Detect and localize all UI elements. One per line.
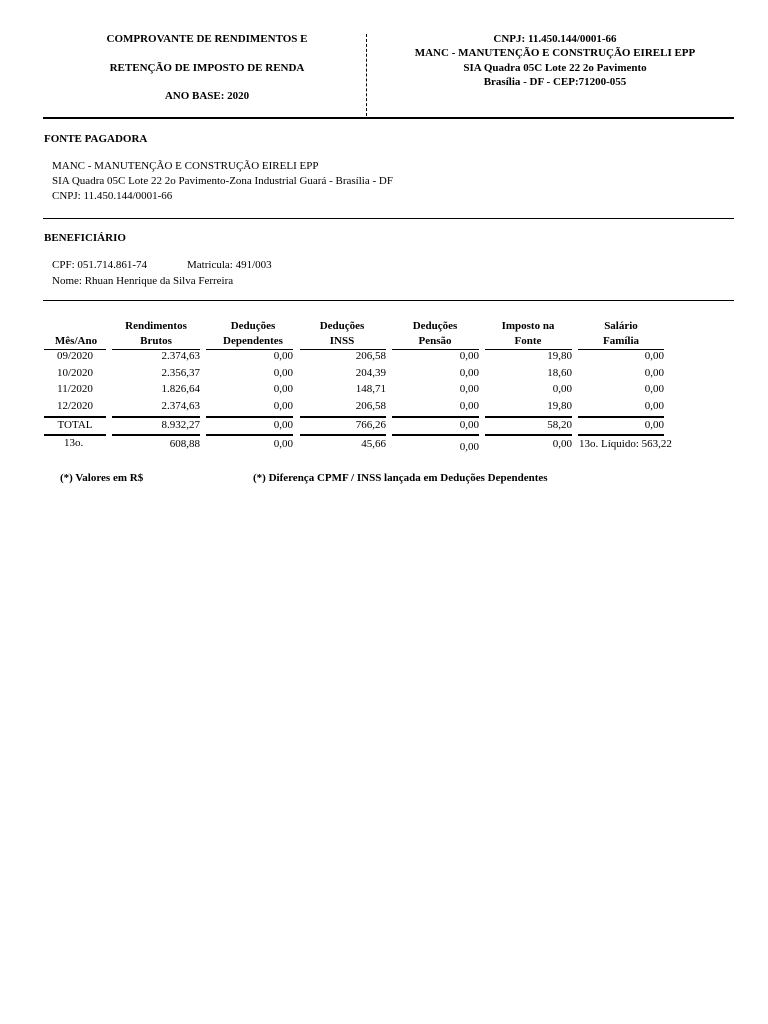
total-top-rule [112, 416, 200, 418]
cell-salario-familia: 0,00 [644, 400, 664, 412]
total-salario-familia: 0,00 [644, 419, 664, 431]
total-top-rule [485, 416, 572, 418]
cell-deducoes-dependentes: 0,00 [273, 367, 293, 379]
total-label: TOTAL [57, 419, 93, 431]
cell-rendimentos-brutos: 1.826,64 [161, 383, 200, 395]
total-bottom-rule [44, 434, 106, 436]
col-header-deducoes-inss-line2: INSS [329, 335, 355, 347]
company-address-header: SIA Quadra 05C Lote 22 2o Pavimento [463, 62, 647, 74]
total-deducoes-inss: 766,26 [355, 419, 386, 431]
total-deducoes-pensao: 0,00 [459, 419, 479, 431]
cell-deducoes-pensao: 0,00 [459, 400, 479, 412]
total-imposto-fonte: 58,20 [547, 419, 572, 431]
col-header-deducoes-pensao-line1: Deduções [412, 320, 458, 332]
cell-deducoes-inss: 206,58 [355, 400, 386, 412]
total-bottom-rule [578, 434, 664, 436]
cell-deducoes-dependentes: 0,00 [273, 383, 293, 395]
decimo-deducoes-pensao: 0,00 [459, 441, 479, 453]
row-month: 12/2020 [56, 400, 94, 412]
col-header-deducoes-dependentes-line2: Dependentes [223, 335, 283, 347]
beneficiario-matricula: Matricula: 491/003 [187, 259, 272, 271]
cell-rendimentos-brutos: 2.374,63 [161, 350, 200, 362]
cell-imposto-fonte: 19,80 [547, 350, 572, 362]
cell-salario-familia: 0,00 [644, 350, 664, 362]
cell-salario-familia: 0,00 [644, 383, 664, 395]
note-cpmf-inss: (*) Diferença CPMF / INSS lançada em Deduções Dependentes [253, 472, 548, 484]
decimo-rendimentos-brutos: 608,88 [169, 438, 200, 450]
row-month: 09/2020 [56, 350, 94, 362]
fonte-rule [43, 218, 734, 219]
col-header-rendimentos-brutos-line1: Rendimentos [125, 320, 187, 332]
col-header-mes-ano-line2: Mês/Ano [54, 335, 98, 347]
total-top-rule [300, 416, 386, 418]
total-top-rule [392, 416, 479, 418]
decimo-imposto-fonte: 0,00 [552, 438, 572, 450]
cell-deducoes-pensao: 0,00 [459, 350, 479, 362]
total-bottom-rule [300, 434, 386, 436]
total-bottom-rule [112, 434, 200, 436]
cell-deducoes-dependentes: 0,00 [273, 350, 293, 362]
beneficiario-cpf: CPF: 051.714.861-74 [52, 259, 148, 271]
row-month: 11/2020 [57, 383, 93, 395]
header-divider [366, 34, 367, 116]
col-header-rendimentos-brutos-line2: Brutos [140, 335, 172, 347]
total-top-rule [44, 416, 106, 418]
col-header-salario-familia-line1: Salário [604, 320, 638, 332]
col-header-salario-familia-line2: Família [602, 335, 640, 347]
beneficiario-title: BENEFICIÁRIO [44, 232, 126, 244]
header-rule [43, 117, 734, 119]
company-name-header: MANC - MANUTENÇÃO E CONSTRUÇÃO EIRELI EPP [414, 47, 696, 59]
cell-deducoes-inss: 206,58 [355, 350, 386, 362]
cell-salario-familia: 0,00 [644, 367, 664, 379]
cell-imposto-fonte: 0,00 [552, 383, 572, 395]
col-header-imposto-fonte-line2: Fonte [514, 335, 542, 347]
decimo-deducoes-dependentes: 0,00 [273, 438, 293, 450]
col-header-deducoes-inss-line1: Deduções [319, 320, 365, 332]
cell-deducoes-inss: 204,39 [355, 367, 386, 379]
cell-rendimentos-brutos: 2.356,37 [161, 367, 200, 379]
document-title-line1: COMPROVANTE DE RENDIMENTOS E [106, 33, 308, 45]
total-top-rule [578, 416, 664, 418]
beneficiario-rule [43, 300, 734, 301]
decimo-label: 13o. [64, 437, 84, 449]
decimo-deducoes-inss: 45,66 [361, 438, 386, 450]
col-header-imposto-fonte-line1: Imposto na [501, 320, 555, 332]
row-month: 10/2020 [56, 367, 94, 379]
base-year: ANO BASE: 2020 [164, 90, 250, 102]
cell-deducoes-inss: 148,71 [355, 383, 386, 395]
fonte-address: SIA Quadra 05C Lote 22 2o Pavimento-Zona Industrial Guará - Brasília - DF [52, 175, 393, 187]
cell-deducoes-pensao: 0,00 [459, 367, 479, 379]
fonte-cnpj: CNPJ: 11.450.144/0001-66 [52, 190, 173, 202]
col-header-deducoes-pensao-line2: Pensão [418, 335, 452, 347]
note-currency: (*) Valores em R$ [60, 472, 144, 484]
cell-deducoes-pensao: 0,00 [459, 383, 479, 395]
total-bottom-rule [485, 434, 572, 436]
fonte-company-name: MANC - MANUTENÇÃO E CONSTRUÇÃO EIRELI EPP [52, 160, 319, 172]
total-deducoes-dependentes: 0,00 [273, 419, 293, 431]
total-rendimentos-brutos: 8.932,27 [161, 419, 200, 431]
beneficiario-nome: Nome: Rhuan Henrique da Silva Ferreira [52, 275, 234, 287]
cell-imposto-fonte: 19,80 [547, 400, 572, 412]
document-title-line2: RETENÇÃO DE IMPOSTO DE RENDA [109, 62, 305, 74]
cell-imposto-fonte: 18,60 [547, 367, 572, 379]
decimo-liquido: 13o. Líquido: 563,22 [579, 438, 672, 450]
total-bottom-rule [206, 434, 293, 436]
cell-rendimentos-brutos: 2.374,63 [161, 400, 200, 412]
fonte-pagadora-title: FONTE PAGADORA [44, 133, 148, 145]
cell-deducoes-dependentes: 0,00 [273, 400, 293, 412]
col-header-deducoes-dependentes-line1: Deduções [230, 320, 276, 332]
company-cnpj-header: CNPJ: 11.450.144/0001-66 [493, 33, 617, 45]
total-bottom-rule [392, 434, 479, 436]
total-top-rule [206, 416, 293, 418]
company-city-header: Brasília - DF - CEP:71200-055 [483, 76, 627, 88]
